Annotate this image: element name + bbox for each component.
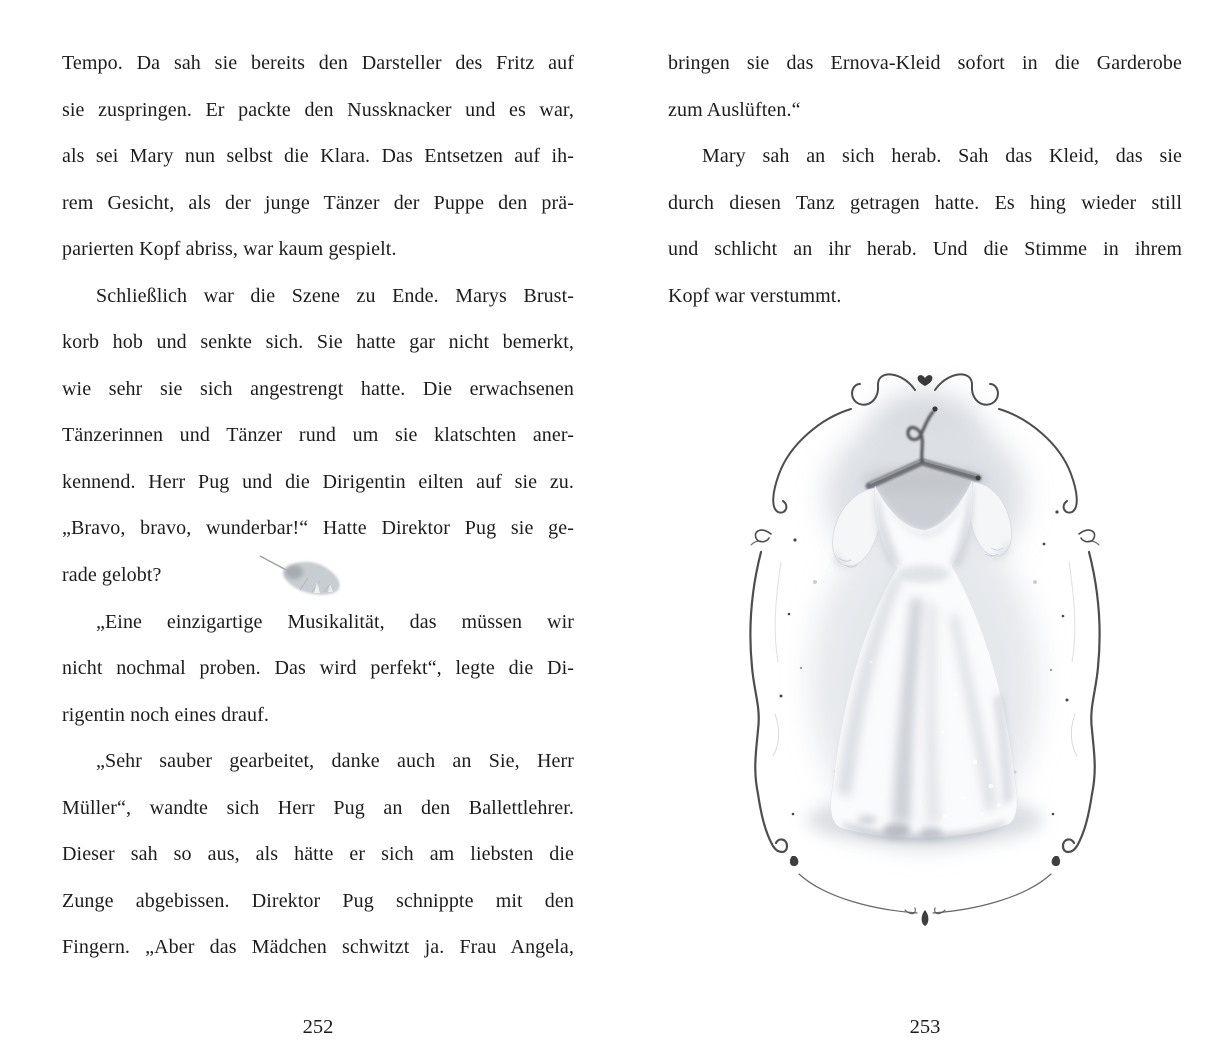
text-line: kennend. Herr Pug und die Dirigentin eilten auf sie zu. — [62, 470, 574, 493]
text-line: Müller“, wandte sich Herr Pug an den Ballettlehrer. — [62, 796, 574, 819]
text-line: Dieser sah so aus, als hätte er sich am liebsten die — [62, 843, 574, 866]
text-line: rem Gesicht, als der junge Tänzer der Puppe den prä- — [62, 191, 574, 214]
heart-motif — [918, 375, 933, 386]
text-line: Mary sah an sich herab. Sah das Kleid, das sie — [702, 145, 1182, 168]
text-line: Fingern. „Aber das Mädchen schwitzt ja. Frau Angela, — [62, 936, 574, 959]
feather-icon — [256, 548, 350, 602]
page-number-right: 253 — [909, 1016, 941, 1038]
nail-dot — [932, 406, 937, 411]
text-line: wie sehr sie sich angestrengt hatte. Die erwachsenen — [62, 377, 574, 400]
text-line: Kopf war verstummt. — [668, 284, 842, 307]
text-line: Tänzerinnen und Tänzer rund um sie klatschten aner- — [62, 424, 574, 447]
text-line: rade gelobt? — [62, 564, 162, 587]
feather-illustration — [256, 548, 350, 602]
dress-on-hanger-icon — [745, 362, 1105, 942]
text-line: „Bravo, bravo, wunderbar!“ Hatte Direktor Pug sie ge- — [62, 517, 574, 540]
page-right-text — [668, 40, 1182, 319]
text-line: sie zuspringen. Er packte den Nussknacker und es war, — [62, 98, 574, 121]
page-number-left: 252 — [302, 1016, 334, 1038]
page-left-text — [62, 40, 574, 971]
text-line: parierten Kopf abriss, war kaum gespielt. — [62, 238, 397, 261]
dress-illustration — [745, 362, 1105, 942]
text-line: durch diesen Tanz getragen hatte. Es hing wieder still — [668, 191, 1182, 214]
text-line: als sei Mary nun selbst die Klara. Das Entsetzen auf ih- — [62, 145, 574, 168]
text-line: rigentin noch eines drauf. — [62, 703, 269, 726]
text-line: nicht nochmal proben. Das wird perfekt“, legte die Di- — [62, 657, 574, 680]
text-line: zum Auslüften.“ — [668, 98, 801, 121]
text-line: Tempo. Da sah sie bereits den Darsteller des Fritz auf — [62, 52, 574, 74]
text-line: korb hob und senkte sich. Sie hatte gar nicht bemerkt, — [62, 331, 574, 354]
text-line: bringen sie das Ernova-Kleid sofort in die Garderobe — [668, 52, 1182, 74]
leaf-motif — [922, 910, 929, 926]
text-line: „Sehr sauber gearbeitet, danke auch an Sie, Herr — [96, 750, 574, 773]
text-line: Zunge abgebissen. Direktor Pug schnippte mit den — [62, 889, 574, 912]
text-line: und schlicht an ihr herab. Und die Stimme in ihrem — [668, 238, 1182, 261]
text-line: Schließlich war die Szene zu Ende. Marys Brust- — [96, 284, 574, 307]
text-line: „Eine einzigartige Musikalität, das müssen wir — [96, 610, 574, 633]
